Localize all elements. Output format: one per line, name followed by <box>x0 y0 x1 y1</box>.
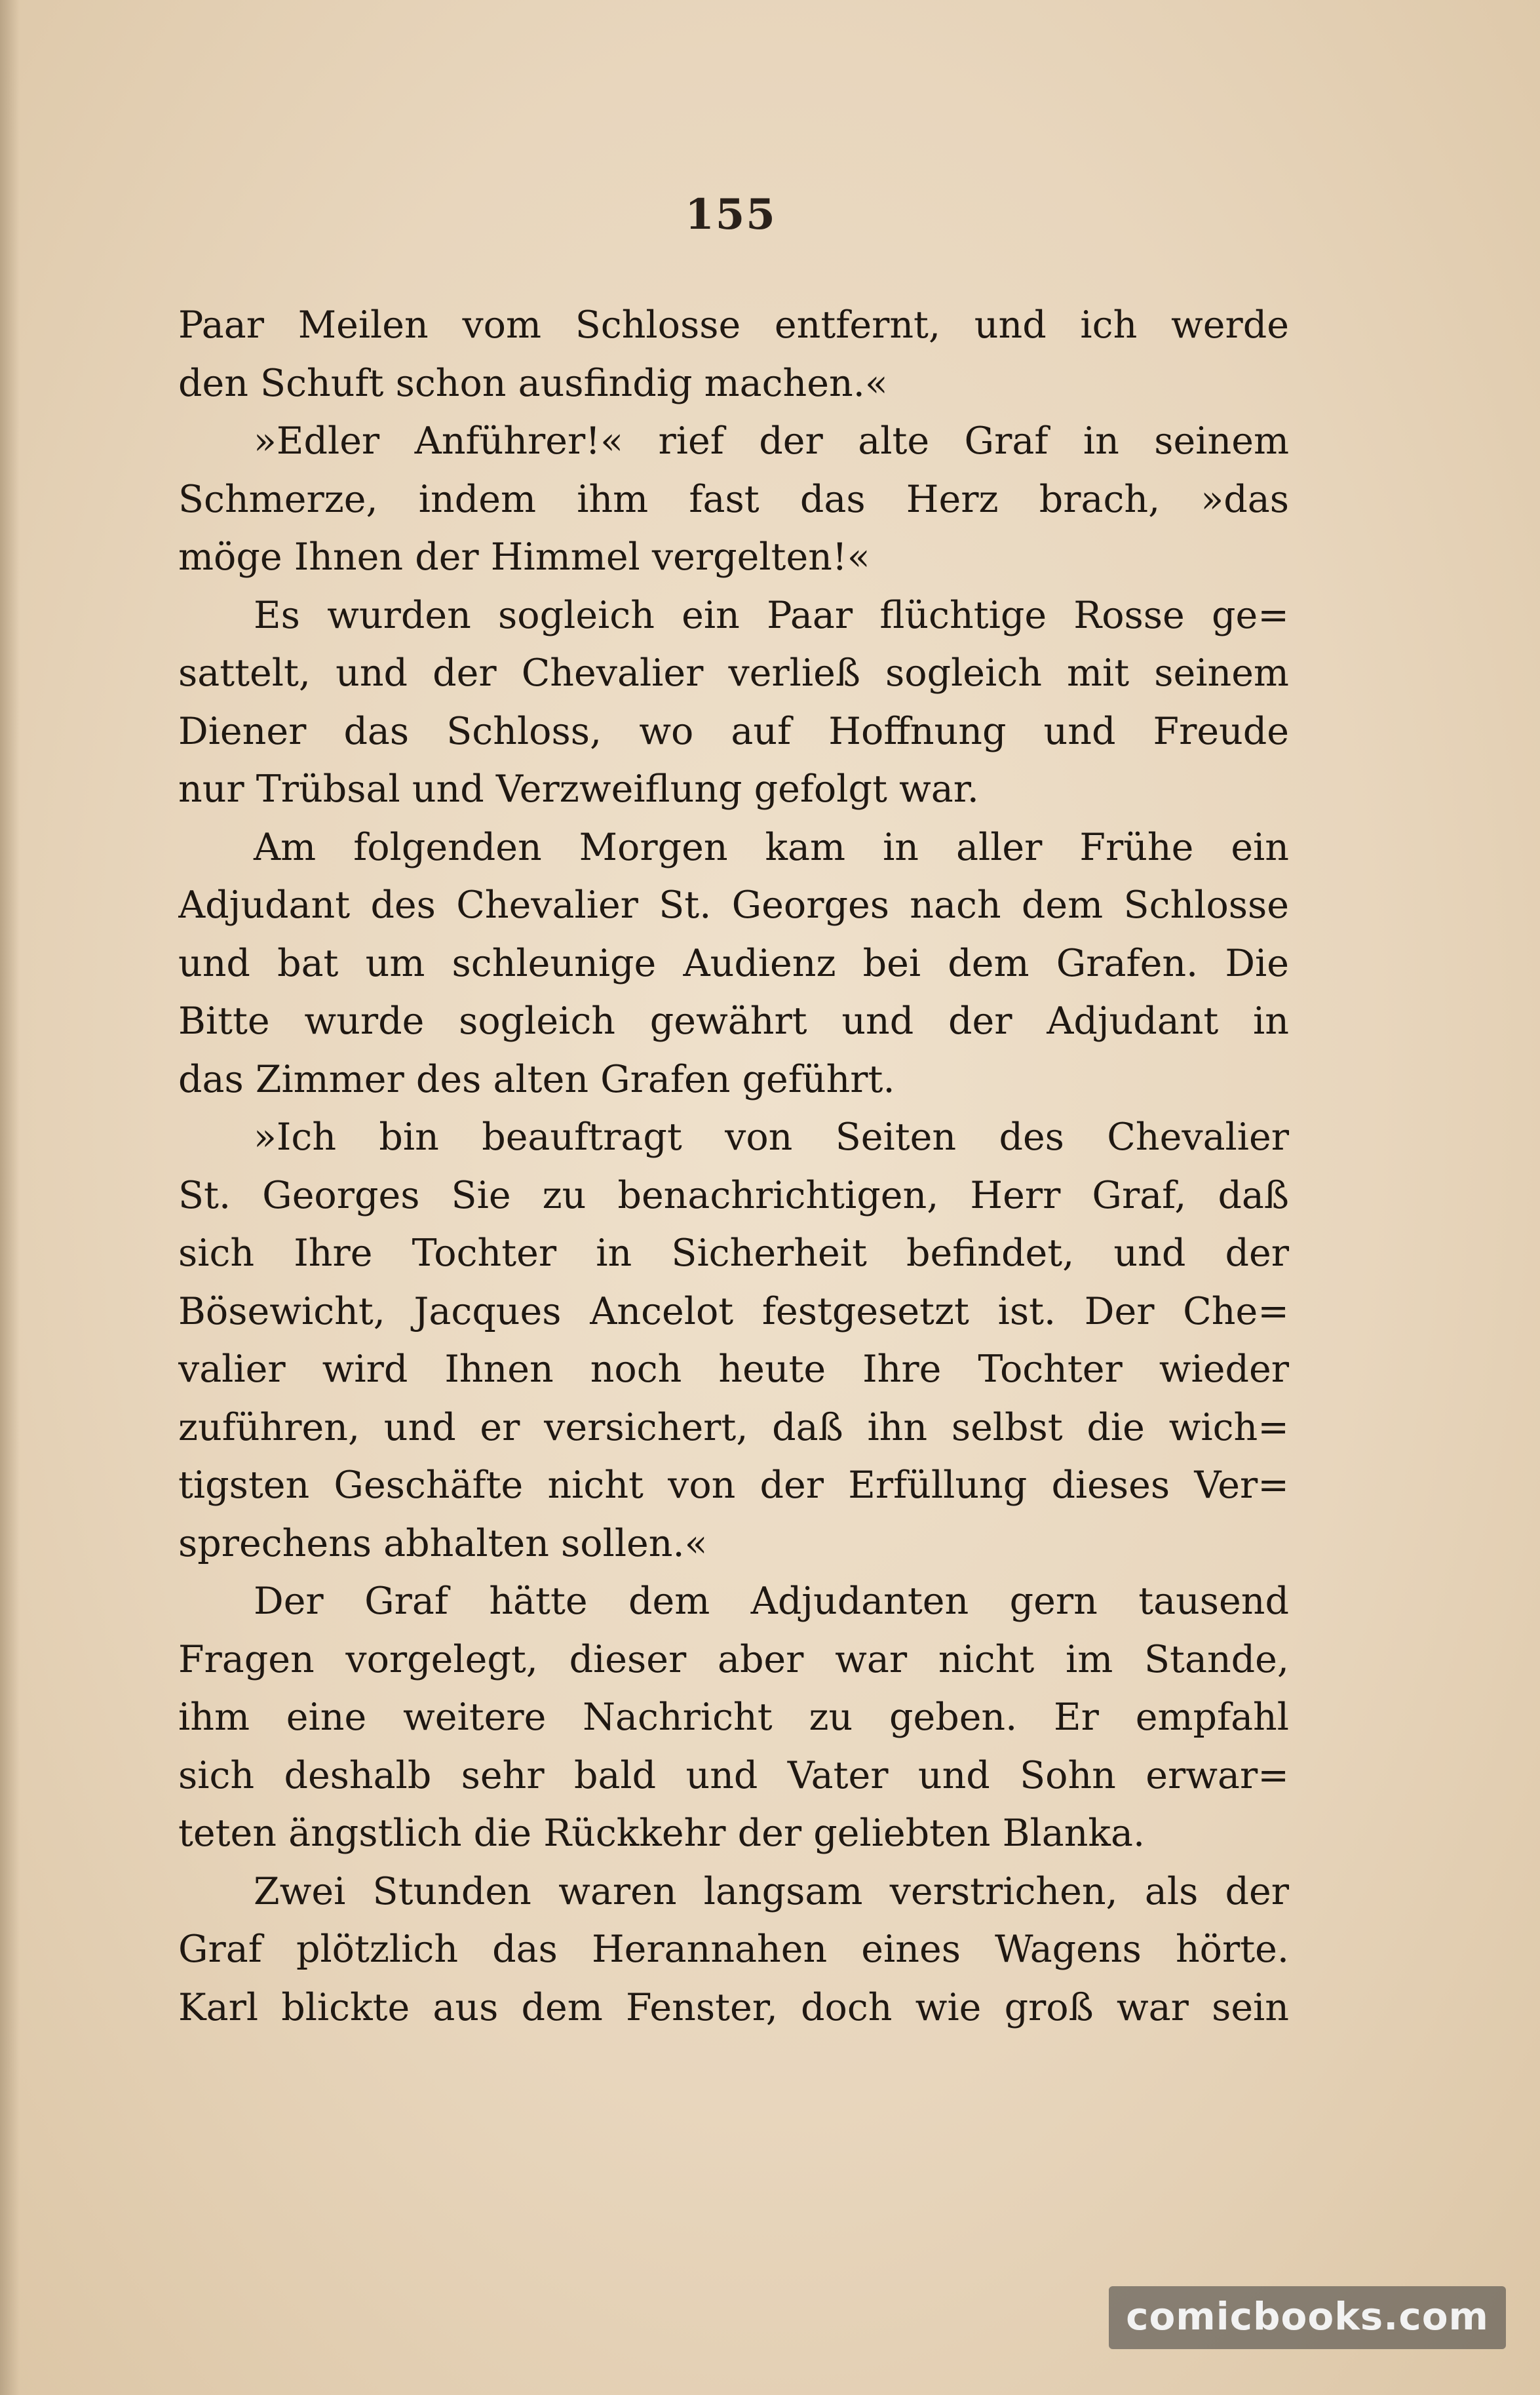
text-line: zuführen, und er versichert, daß ihn selbst die wich= <box>178 1405 1289 1449</box>
body-text <box>178 296 1289 2036</box>
text-line: »Edler Anführer!« rief der alte Graf in seinem <box>254 419 1289 463</box>
text-line: valier wird Ihnen noch heute Ihre Tochter wieder <box>178 1348 1289 1391</box>
text-line: sattelt, und der Chevalier verließ sogleich mit seinem <box>178 652 1289 695</box>
text-line: sprechens abhalten sollen.« <box>178 1521 708 1565</box>
text-line: tigsten Geschäfte nicht von der Erfüllung dieses Ver= <box>178 1464 1289 1507</box>
text-line: und bat um schleunige Audienz bei dem Grafen. Die <box>178 941 1289 985</box>
text-line: Diener das Schloss, wo auf Hoffnung und Freude <box>178 709 1289 753</box>
text-line: Am folgenden Morgen kam in aller Frühe ein <box>254 825 1289 869</box>
text-line: möge Ihnen der Himmel vergelten!« <box>178 535 870 579</box>
text-line: »Ich bin beauftragt von Seiten des Chevalier <box>254 1116 1289 1159</box>
text-line: nur Trübsal und Verzweiflung gefolgt war. <box>178 768 979 811</box>
text-line: Bösewicht, Jacques Ancelot festgesetzt ist. Der Che= <box>178 1289 1289 1333</box>
text-line: Fragen vorgelegt, dieser aber war nicht im Stande, <box>178 1637 1289 1681</box>
text-line: Schmerze, indem ihm fast das Herz brach, »das <box>178 477 1289 521</box>
text-line: Zwei Stunden waren langsam verstrichen, als der <box>254 1869 1289 1913</box>
text-line: das Zimmer des alten Grafen geführt. <box>178 1057 895 1101</box>
page-number: 155 <box>685 190 777 239</box>
text-line: sich Ihre Tochter in Sicherheit befindet, und der <box>178 1232 1289 1275</box>
text-line: Paar Meilen vom Schlosse entfernt, und ich werde <box>178 303 1289 347</box>
text-line: ihm eine weitere Nachricht zu geben. Er empfahl <box>178 1696 1289 1739</box>
page-edge-shadow <box>0 0 20 2395</box>
watermark-logo: comicbooks.com <box>1109 2286 1506 2349</box>
text-line: den Schuft schon ausfindig machen.« <box>178 361 888 405</box>
text-line: Graf plötzlich das Herannahen eines Wagens hörte. <box>178 1928 1289 1971</box>
text-line: Der Graf hätte dem Adjudanten gern tausend <box>254 1580 1289 1623</box>
text-line: St. Georges Sie zu benachrichtigen, Herr Graf, daß <box>178 1173 1289 1217</box>
text-line: Adjudant des Chevalier St. Georges nach dem Schlosse <box>178 884 1289 927</box>
text-line: Karl blickte aus dem Fenster, doch wie groß war sein <box>178 1985 1289 2029</box>
text-line: sich deshalb sehr bald und Vater und Sohn erwar= <box>178 1753 1289 1797</box>
text-line: teten ängstlich die Rückkehr der geliebten Blanka. <box>178 1812 1145 1855</box>
text-line: Bitte wurde sogleich gewährt und der Adjudant in <box>178 1000 1289 1043</box>
text-line: Es wurden sogleich ein Paar flüchtige Rosse ge= <box>254 593 1289 637</box>
